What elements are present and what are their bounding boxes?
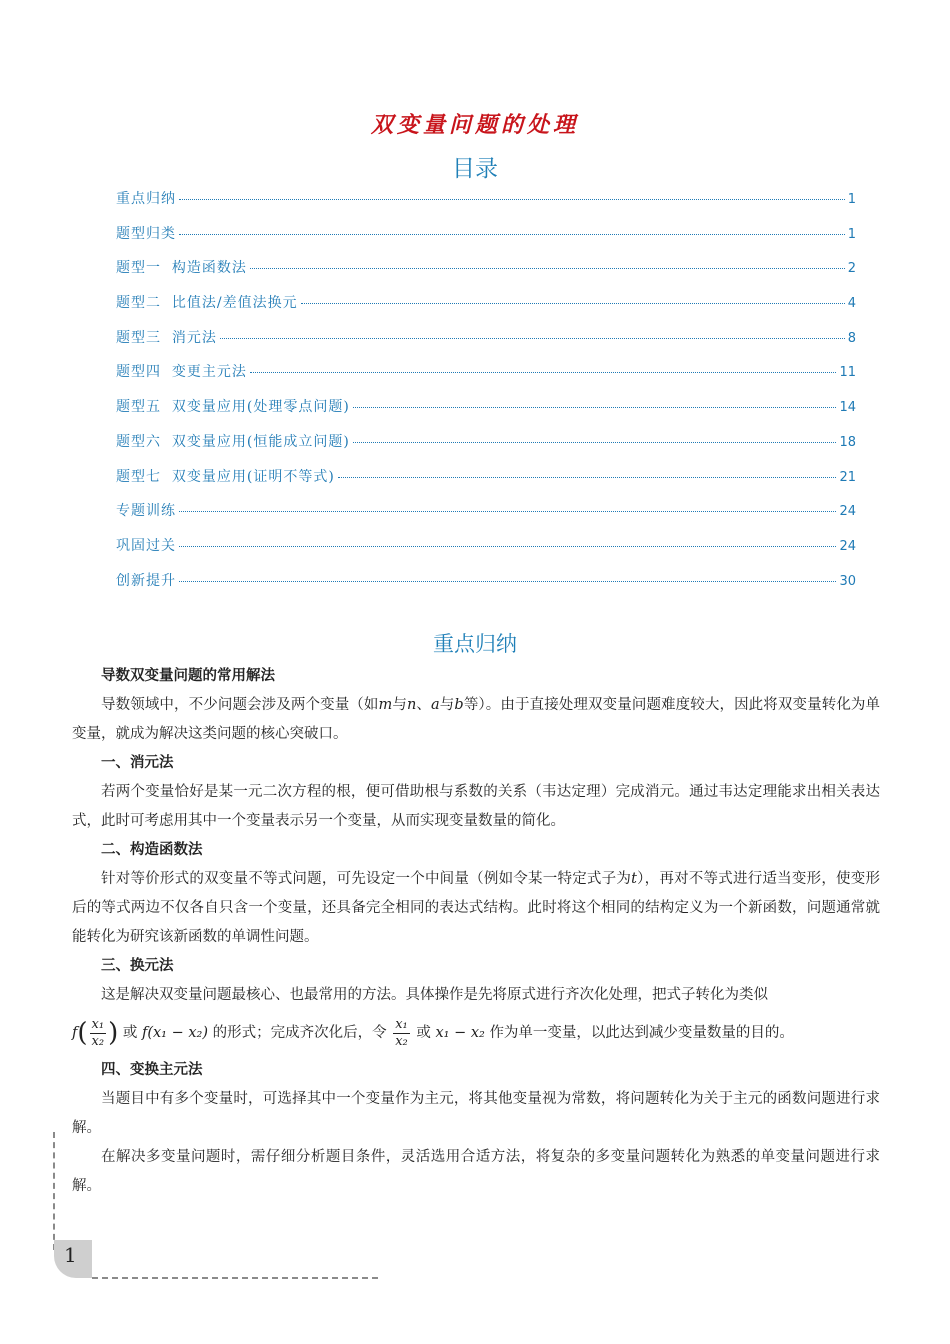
table-of-contents — [116, 188, 856, 604]
toc-heading: 目录 — [452, 156, 498, 182]
toc-item[interactable] — [116, 396, 856, 431]
toc-item-page: 18 — [839, 434, 856, 450]
toc-item-page: 30 — [839, 573, 856, 589]
fraction: $\frac{\text{x₁}}{\text{x₂}}$ — [395, 1016, 408, 1049]
toc-item[interactable] — [116, 466, 856, 501]
toc-item-label: 重点归纳 — [116, 191, 176, 207]
fraction: $\frac{\text{x₁}}{\text{x₂}}$ — [91, 1016, 105, 1049]
toc-leader-dots — [338, 477, 837, 478]
toc-leader-dots — [220, 338, 845, 339]
formula-line: f( $\frac{\text{x₁}}{\text{x₂}}$ ) 或 f(x₁ − x₂) 的形式；完成齐次化后，令 $\frac{\text{x₁}}{\text{x₂}}$ 或 x₁ − x₂ 作为单一变量，以此达到减少变量数量的目的。 — [72, 1016, 794, 1049]
closing-paragraph: 在解决多变量问题时，需仔细分析题目条件，灵活选用合适方法，将复杂的多变量问题转化为熟悉的单变量问题进行求解。 — [72, 1149, 880, 1194]
method-text: 当题目中有多个变量时，可选择其中一个变量作为主元，将其他变量视为常数，将问题转化为关于主元的函数问题进行求解。 — [72, 1091, 880, 1136]
page-number: 1 — [64, 1243, 77, 1267]
toc-leader-dots — [179, 581, 836, 582]
toc-item-label: 专题训练 — [116, 503, 176, 520]
toc-item[interactable] — [116, 223, 856, 258]
toc-leader-dots — [179, 199, 845, 200]
method-title: 三、换元法 — [101, 958, 174, 974]
toc-item[interactable] — [116, 361, 856, 396]
section-content — [72, 662, 880, 1201]
toc-item-page: 8 — [847, 330, 856, 346]
toc-item-page: 11 — [839, 365, 856, 381]
toc-item-page: 1 — [847, 226, 856, 242]
toc-leader-dots — [179, 511, 836, 512]
method-text: 针对等价形式的双变量不等式问题，可先设定一个中间量（例如令某一特定式子为t），再对不等式进行适当变形，使变形后的等式两边不仅各自只含一个变量，还具备完全相同的表达式结构。此时将这个相同的结构定义为一个新函数，问题通常就能转化为研究该新函数的单调性问题。 — [72, 871, 881, 945]
toc-item-label: 题型归类 — [116, 225, 176, 242]
toc-leader-dots — [250, 372, 837, 373]
document-title: 双变量问题的处理 — [370, 112, 579, 138]
page-border-vertical — [53, 1132, 55, 1250]
toc-item-page: 2 — [847, 261, 856, 277]
toc-leader-dots — [301, 303, 845, 304]
toc-leader-dots — [353, 407, 837, 408]
toc-leader-dots — [179, 234, 845, 235]
toc-item-page: 21 — [839, 469, 856, 485]
toc-item-label: 题型三 消元法 — [116, 329, 217, 346]
toc-item-page: 24 — [839, 504, 856, 520]
toc-leader-dots — [250, 268, 845, 269]
toc-item-label: 题型五 双变量应用(处理零点问题) — [116, 399, 350, 416]
intro-paragraph: 导数领域中，不少问题会涉及两个变量（如m与n、a与b等）。由于直接处理双变量问题难度较大，因此将双变量转化为单变量，就成为解决这类问题的核心突破口。 — [72, 697, 881, 742]
toc-item[interactable] — [116, 500, 856, 535]
page-border-horizontal — [92, 1277, 378, 1279]
toc-item[interactable] — [116, 188, 856, 223]
toc-item-label: 题型二 比值法/差值法换元 — [116, 295, 298, 312]
toc-leader-dots — [353, 442, 837, 443]
toc-item-label: 题型六 双变量应用(恒能成立问题) — [116, 433, 350, 450]
toc-item-label: 题型一 构造函数法 — [116, 260, 247, 277]
section-heading: 重点归纳 — [433, 632, 517, 656]
toc-item-page: 1 — [847, 192, 856, 207]
method-text: 这是解决双变量问题最核心、也最常用的方法。具体操作是先将原式进行齐次化处理，把式子转化为类似 — [101, 987, 768, 1003]
subheading: 导数双变量问题的常用解法 — [101, 668, 275, 684]
toc-item[interactable] — [116, 292, 856, 327]
method-title: 二、构造函数法 — [101, 842, 203, 858]
method-title: 一、消元法 — [101, 755, 174, 771]
toc-item-page: 4 — [847, 296, 856, 312]
toc-item-page: 14 — [839, 400, 856, 416]
method-title: 四、变换主元法 — [101, 1062, 203, 1078]
toc-item[interactable] — [116, 535, 856, 570]
toc-item[interactable] — [116, 570, 856, 605]
toc-item-label: 题型四 变更主元法 — [116, 364, 247, 381]
toc-item-page: 24 — [839, 538, 856, 554]
toc-item[interactable] — [116, 431, 856, 466]
toc-leader-dots — [179, 546, 836, 547]
method-text: 若两个变量恰好是某一元二次方程的根，便可借助根与系数的关系（韦达定理）完成消元。通过韦达定理能求出相关表达式，此时可考虑用其中一个变量表示另一个变量，从而实现变量数量的简化。 — [72, 784, 880, 829]
toc-item[interactable] — [116, 327, 856, 362]
toc-item[interactable] — [116, 257, 856, 292]
toc-item-label: 题型七 双变量应用(证明不等式) — [116, 468, 335, 485]
toc-item-label: 创新提升 — [116, 572, 176, 589]
toc-item-label: 巩固过关 — [116, 537, 176, 554]
